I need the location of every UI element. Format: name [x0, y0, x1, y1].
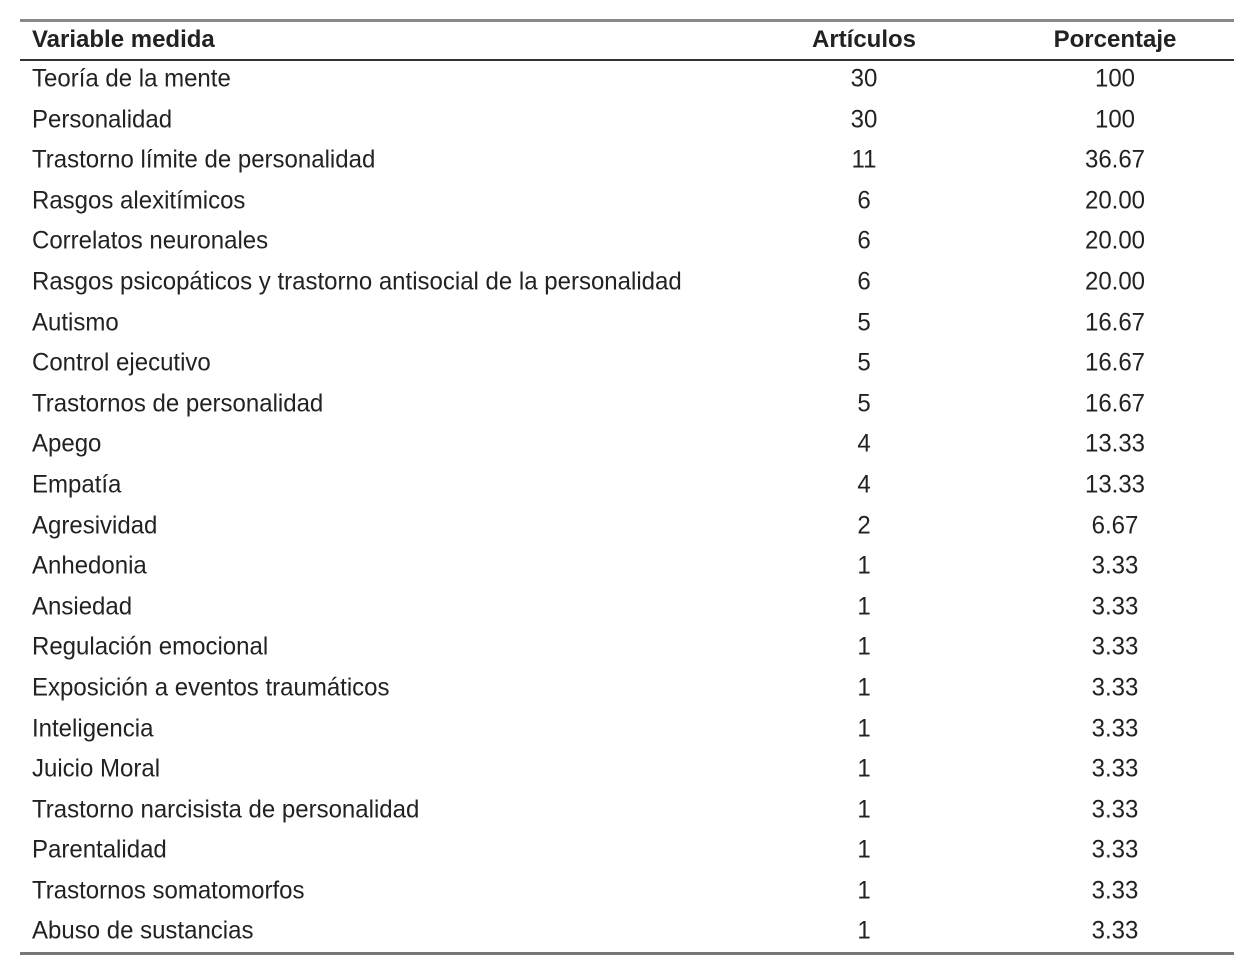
- variable-cell: Exposición a eventos traumáticos: [32, 673, 390, 702]
- table-row: [20, 384, 1234, 425]
- articles-cell: 2: [857, 511, 871, 540]
- table-row: [20, 343, 1234, 384]
- table-row: [20, 181, 1234, 222]
- table-row: [20, 465, 1234, 506]
- variable-cell: Apego: [32, 429, 102, 459]
- articles-cell: 1: [857, 551, 871, 581]
- table-row: [20, 506, 1234, 547]
- percentage-cell: 3.33: [1091, 551, 1139, 581]
- articles-cell: 30: [850, 105, 878, 134]
- variable-cell: Teoría de la mente: [32, 64, 231, 93]
- variables-table: [20, 21, 1234, 952]
- percentage-cell: 20.00: [1084, 267, 1146, 296]
- variable-cell: Agresividad: [32, 511, 158, 540]
- articles-cell: 30: [850, 64, 878, 93]
- variable-cell: Ansiedad: [32, 592, 133, 621]
- percentage-cell: 3.33: [1091, 632, 1139, 662]
- percentage-cell: 100: [1094, 64, 1136, 93]
- percentage-cell: 3.33: [1091, 673, 1139, 702]
- articles-cell: 1: [857, 917, 871, 946]
- table-row: [20, 911, 1234, 952]
- variable-cell: Anhedonia: [32, 551, 147, 581]
- articles-cell: 1: [857, 632, 871, 662]
- variable-cell: Trastornos de personalidad: [32, 389, 324, 418]
- variable-cell: Control ejecutivo: [32, 348, 211, 378]
- percentage-cell: 3.33: [1091, 917, 1139, 946]
- articles-cell: 5: [857, 348, 871, 378]
- articles-cell: 11: [851, 145, 877, 175]
- percentage-cell: 3.33: [1091, 835, 1139, 865]
- variable-cell: Personalidad: [32, 105, 173, 134]
- variable-cell: Parentalidad: [32, 835, 167, 865]
- articles-cell: 5: [857, 308, 871, 337]
- articles-cell: 1: [857, 673, 871, 702]
- variable-cell: Regulación emocional: [32, 632, 269, 662]
- articles-cell: 1: [857, 876, 871, 905]
- variable-cell: Trastornos somatomorfos: [32, 876, 305, 905]
- table-row: [20, 668, 1234, 709]
- table-header-row: [20, 21, 1234, 59]
- table-row: [20, 221, 1234, 262]
- percentage-cell: 6.67: [1091, 511, 1139, 540]
- table-row: [20, 790, 1234, 831]
- table-row: [20, 262, 1234, 303]
- articles-cell: 1: [857, 714, 871, 743]
- table-row: [20, 140, 1234, 181]
- variable-cell: Autismo: [32, 308, 119, 337]
- table-row: [20, 424, 1234, 465]
- header-variable: Variable medida: [32, 26, 215, 53]
- percentage-cell: 16.67: [1084, 308, 1146, 337]
- percentage-cell: 20.00: [1084, 226, 1146, 256]
- articles-cell: 1: [857, 835, 871, 865]
- table-row: [20, 303, 1234, 344]
- percentage-cell: 3.33: [1091, 754, 1139, 784]
- percentage-cell: 36.67: [1084, 145, 1146, 175]
- percentage-cell: 16.67: [1084, 348, 1146, 378]
- percentage-cell: 100: [1094, 105, 1136, 134]
- percentage-cell: 3.33: [1091, 714, 1139, 743]
- variable-cell: Trastorno narcisista de personalidad: [32, 795, 420, 824]
- articles-cell: 4: [857, 470, 871, 499]
- table-row: [20, 871, 1234, 912]
- table-row: [20, 830, 1234, 871]
- header-articles: Artículos: [811, 26, 916, 53]
- percentage-cell: 3.33: [1091, 876, 1139, 905]
- header-percentage: Porcentaje: [1053, 26, 1177, 53]
- percentage-cell: 3.33: [1091, 795, 1139, 824]
- table-row: [20, 627, 1234, 668]
- variable-cell: Inteligencia: [32, 714, 154, 743]
- table-row: [20, 546, 1234, 587]
- articles-cell: 1: [857, 592, 871, 621]
- articles-cell: 6: [857, 186, 871, 215]
- articles-cell: 1: [857, 795, 871, 824]
- variable-cell: Trastorno límite de personalidad: [32, 145, 376, 175]
- table-row: [20, 59, 1234, 100]
- table-row: [20, 749, 1234, 790]
- percentage-cell: 13.33: [1084, 429, 1146, 459]
- articles-cell: 5: [857, 389, 871, 418]
- variable-cell: Correlatos neuronales: [32, 226, 269, 256]
- variable-cell: Juicio Moral: [32, 754, 161, 784]
- table-row: [20, 587, 1234, 628]
- percentage-cell: 16.67: [1084, 389, 1146, 418]
- table-row: [20, 100, 1234, 141]
- articles-cell: 6: [857, 267, 871, 296]
- articles-cell: 6: [857, 226, 871, 256]
- variable-cell: Rasgos alexitímicos: [32, 186, 246, 215]
- percentage-cell: 20.00: [1084, 186, 1146, 215]
- percentage-cell: 13.33: [1084, 470, 1146, 499]
- variable-cell: Rasgos psicopáticos y trastorno antisocial de la personalidad: [32, 267, 682, 296]
- articles-cell: 4: [857, 429, 871, 459]
- table-row: [20, 709, 1234, 750]
- articles-cell: 1: [857, 754, 871, 784]
- percentage-cell: 3.33: [1091, 592, 1139, 621]
- variable-cell: Abuso de sustancias: [32, 917, 254, 946]
- variable-cell: Empatía: [32, 470, 122, 499]
